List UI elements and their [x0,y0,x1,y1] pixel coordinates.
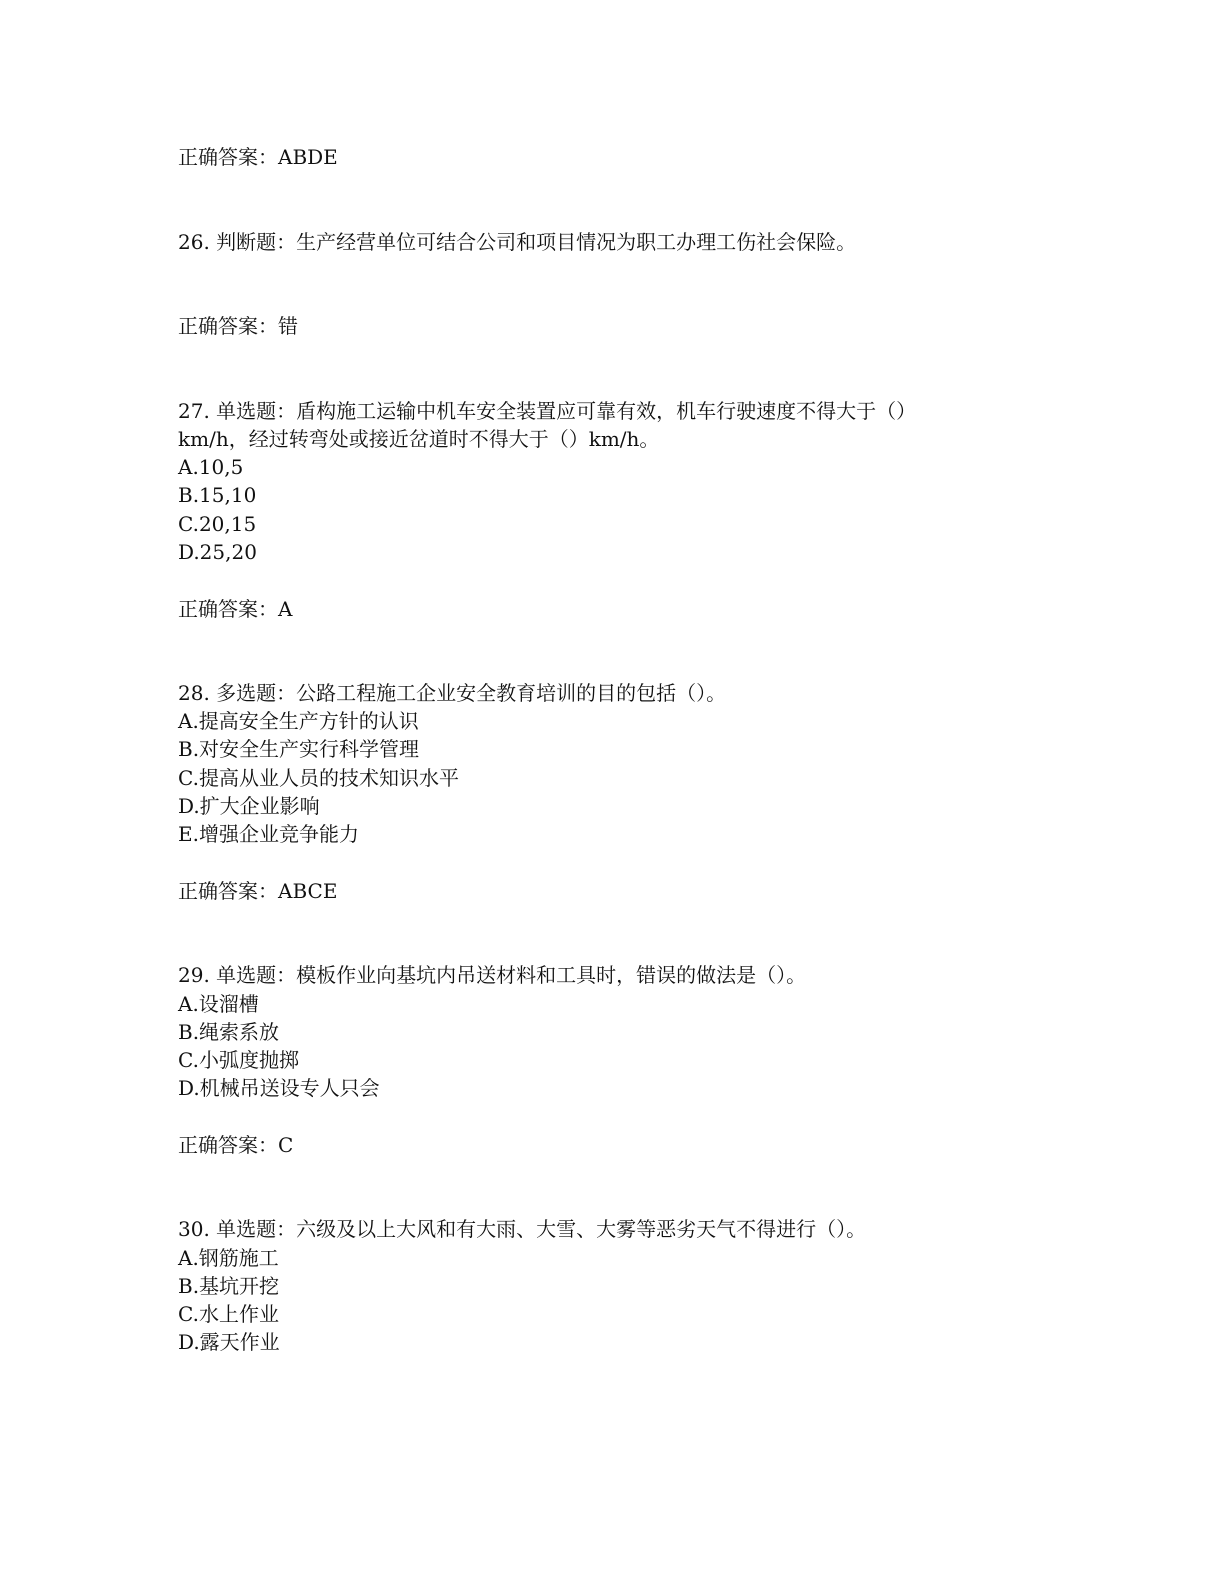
option-a: A.提高安全生产方针的认识 [178,709,419,733]
option-b: B.15,10 [178,483,257,507]
option-d: D.机械吊送设专人只会 [178,1076,380,1100]
option-d: D.露天作业 [178,1330,280,1354]
answer-line: 正确答案：ABCE [178,879,338,903]
question-26: 26. 判断题：生产经营单位可结合公司和项目情况为职工办理工伤社会保险。 [178,230,857,254]
answer-line: 正确答案：错 [178,314,298,338]
option-c: C.水上作业 [178,1302,279,1326]
option-b: B.绳索系放 [178,1020,280,1044]
option-d: D.25,20 [178,540,257,564]
option-a: A.钢筋施工 [178,1246,279,1270]
option-a: A.设溜槽 [178,992,259,1016]
answer-line: 正确答案：A [178,597,293,621]
option-d: D.扩大企业影响 [178,794,320,818]
option-c: C.小弧度抛掷 [178,1048,299,1072]
answer-line: 正确答案：C [178,1133,294,1157]
option-e: E.增强企业竞争能力 [178,822,359,846]
option-c: C.提高从业人员的技术知识水平 [178,766,459,790]
question-28: 28. 多选题：公路工程施工企业安全教育培训的目的包括（）。 [178,681,727,705]
answer-line: 正确答案：ABDE [178,145,338,169]
option-b: B.基坑开挖 [178,1274,280,1298]
question-30: 30. 单选题：六级及以上大风和有大雨、大雪、大雾等恶劣天气不得进行（）。 [178,1217,867,1241]
question-27-line-1: 27. 单选题：盾构施工运输中机车安全装置应可靠有效，机车行驶速度不得大于（） [178,399,917,423]
question-29: 29. 单选题：模板作业向基坑内吊送材料和工具时，错误的做法是（）。 [178,963,807,987]
question-27-line-2: km/h，经过转弯处或接近岔道时不得大于（）km/h。 [178,427,660,451]
option-b: B.对安全生产实行科学管理 [178,737,420,761]
option-a: A.10,5 [178,455,244,479]
option-c: C.20,15 [178,512,257,536]
